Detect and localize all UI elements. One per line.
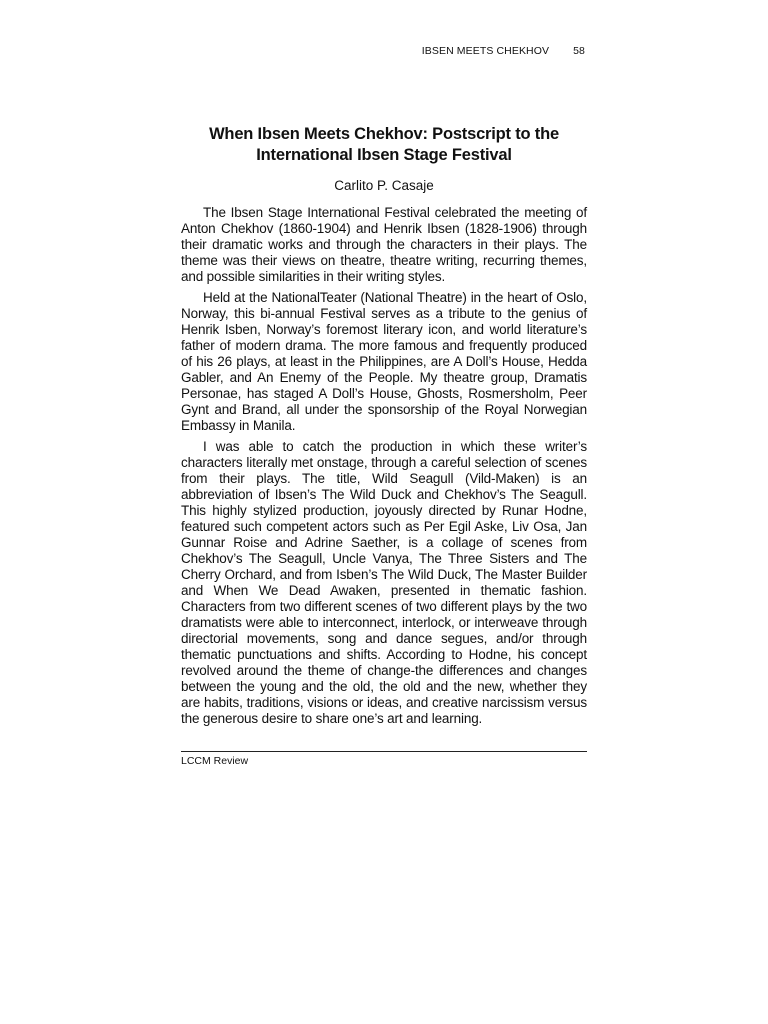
journal-footer: LCCM Review — [181, 755, 249, 767]
running-header-title: IBSEN MEETS CHEKHOV — [421, 45, 550, 57]
body-paragraph: The Ibsen Stage International Festival celebrated the meeting of Anton Chekhov (1860-1904) and Henrik Ibsen (1828-1906) through their dramatic works and through the characters in their plays. The theme was their views on theatre, theatre writing, recurring themes, and possible similarities in their writing styles. — [181, 205, 587, 284]
body-paragraph: I was able to catch the production in which these writer’s characters literally met onstage, through a careful selection of scenes from their plays. The title, Wild Seagull (Vild-Maken) is an abbreviation of Ibsen’s The Wild Duck and Chekhov’s The Seagull. This highly stylized production, joyously directed by Runar Hodne, featured such competent actors such as Per Egil Aske, Liv Osa, Jan Gunnar Roise and Adrine Saether, is a collage of scenes from Chekhov’s The Seagull, Uncle Vanya, The Three Sisters and The Cherry Orchard, and from Isben’s The Wild Duck, The Master Builder and When We Dead Awaken, presented in thematic fashion. Characters from two different scenes of two different plays by the two dramatists were able to interconnect, interlock, or interweave through directorial movements, song and dance segues, and/or through thematic punctuations and shifts. According to Hodne, his concept revolved around the theme of change-the differences and changes between the young and the old, the old and the new, whether they are habits, traditions, visions or ideas, and creative narcissism versus the generous desire to share one’s art and learning. — [181, 439, 587, 726]
footer-divider — [181, 751, 587, 752]
body-paragraph: Held at the NationalTeater (National Theatre) in the heart of Oslo, Norway, this bi-annual Festival serves as a tribute to the genius of Henrik Isben, Norway’s foremost literary icon, and world literature’s father of modern drama. The more famous and frequently produced of his 26 plays, at least in the Philippines, are A Doll’s House, Hedda Gabler, and An Enemy of the People. My theatre group, Dramatis Personae, has staged A Doll’s House, Ghosts, Rosmersholm, Peer Gynt and Brand, all under the sponsorship of the Royal Norwegian Embassy in Manila. — [181, 290, 587, 433]
page-number: 58 — [573, 45, 585, 57]
article-author: Carlito P. Casaje — [334, 178, 434, 193]
article-title-line-2: International Ibsen Stage Festival — [256, 146, 512, 164]
article-body — [181, 205, 587, 732]
article-title — [181, 124, 587, 166]
article-title-line-1: When Ibsen Meets Chekhov: Postscript to the — [209, 125, 559, 143]
running-header — [181, 43, 585, 59]
